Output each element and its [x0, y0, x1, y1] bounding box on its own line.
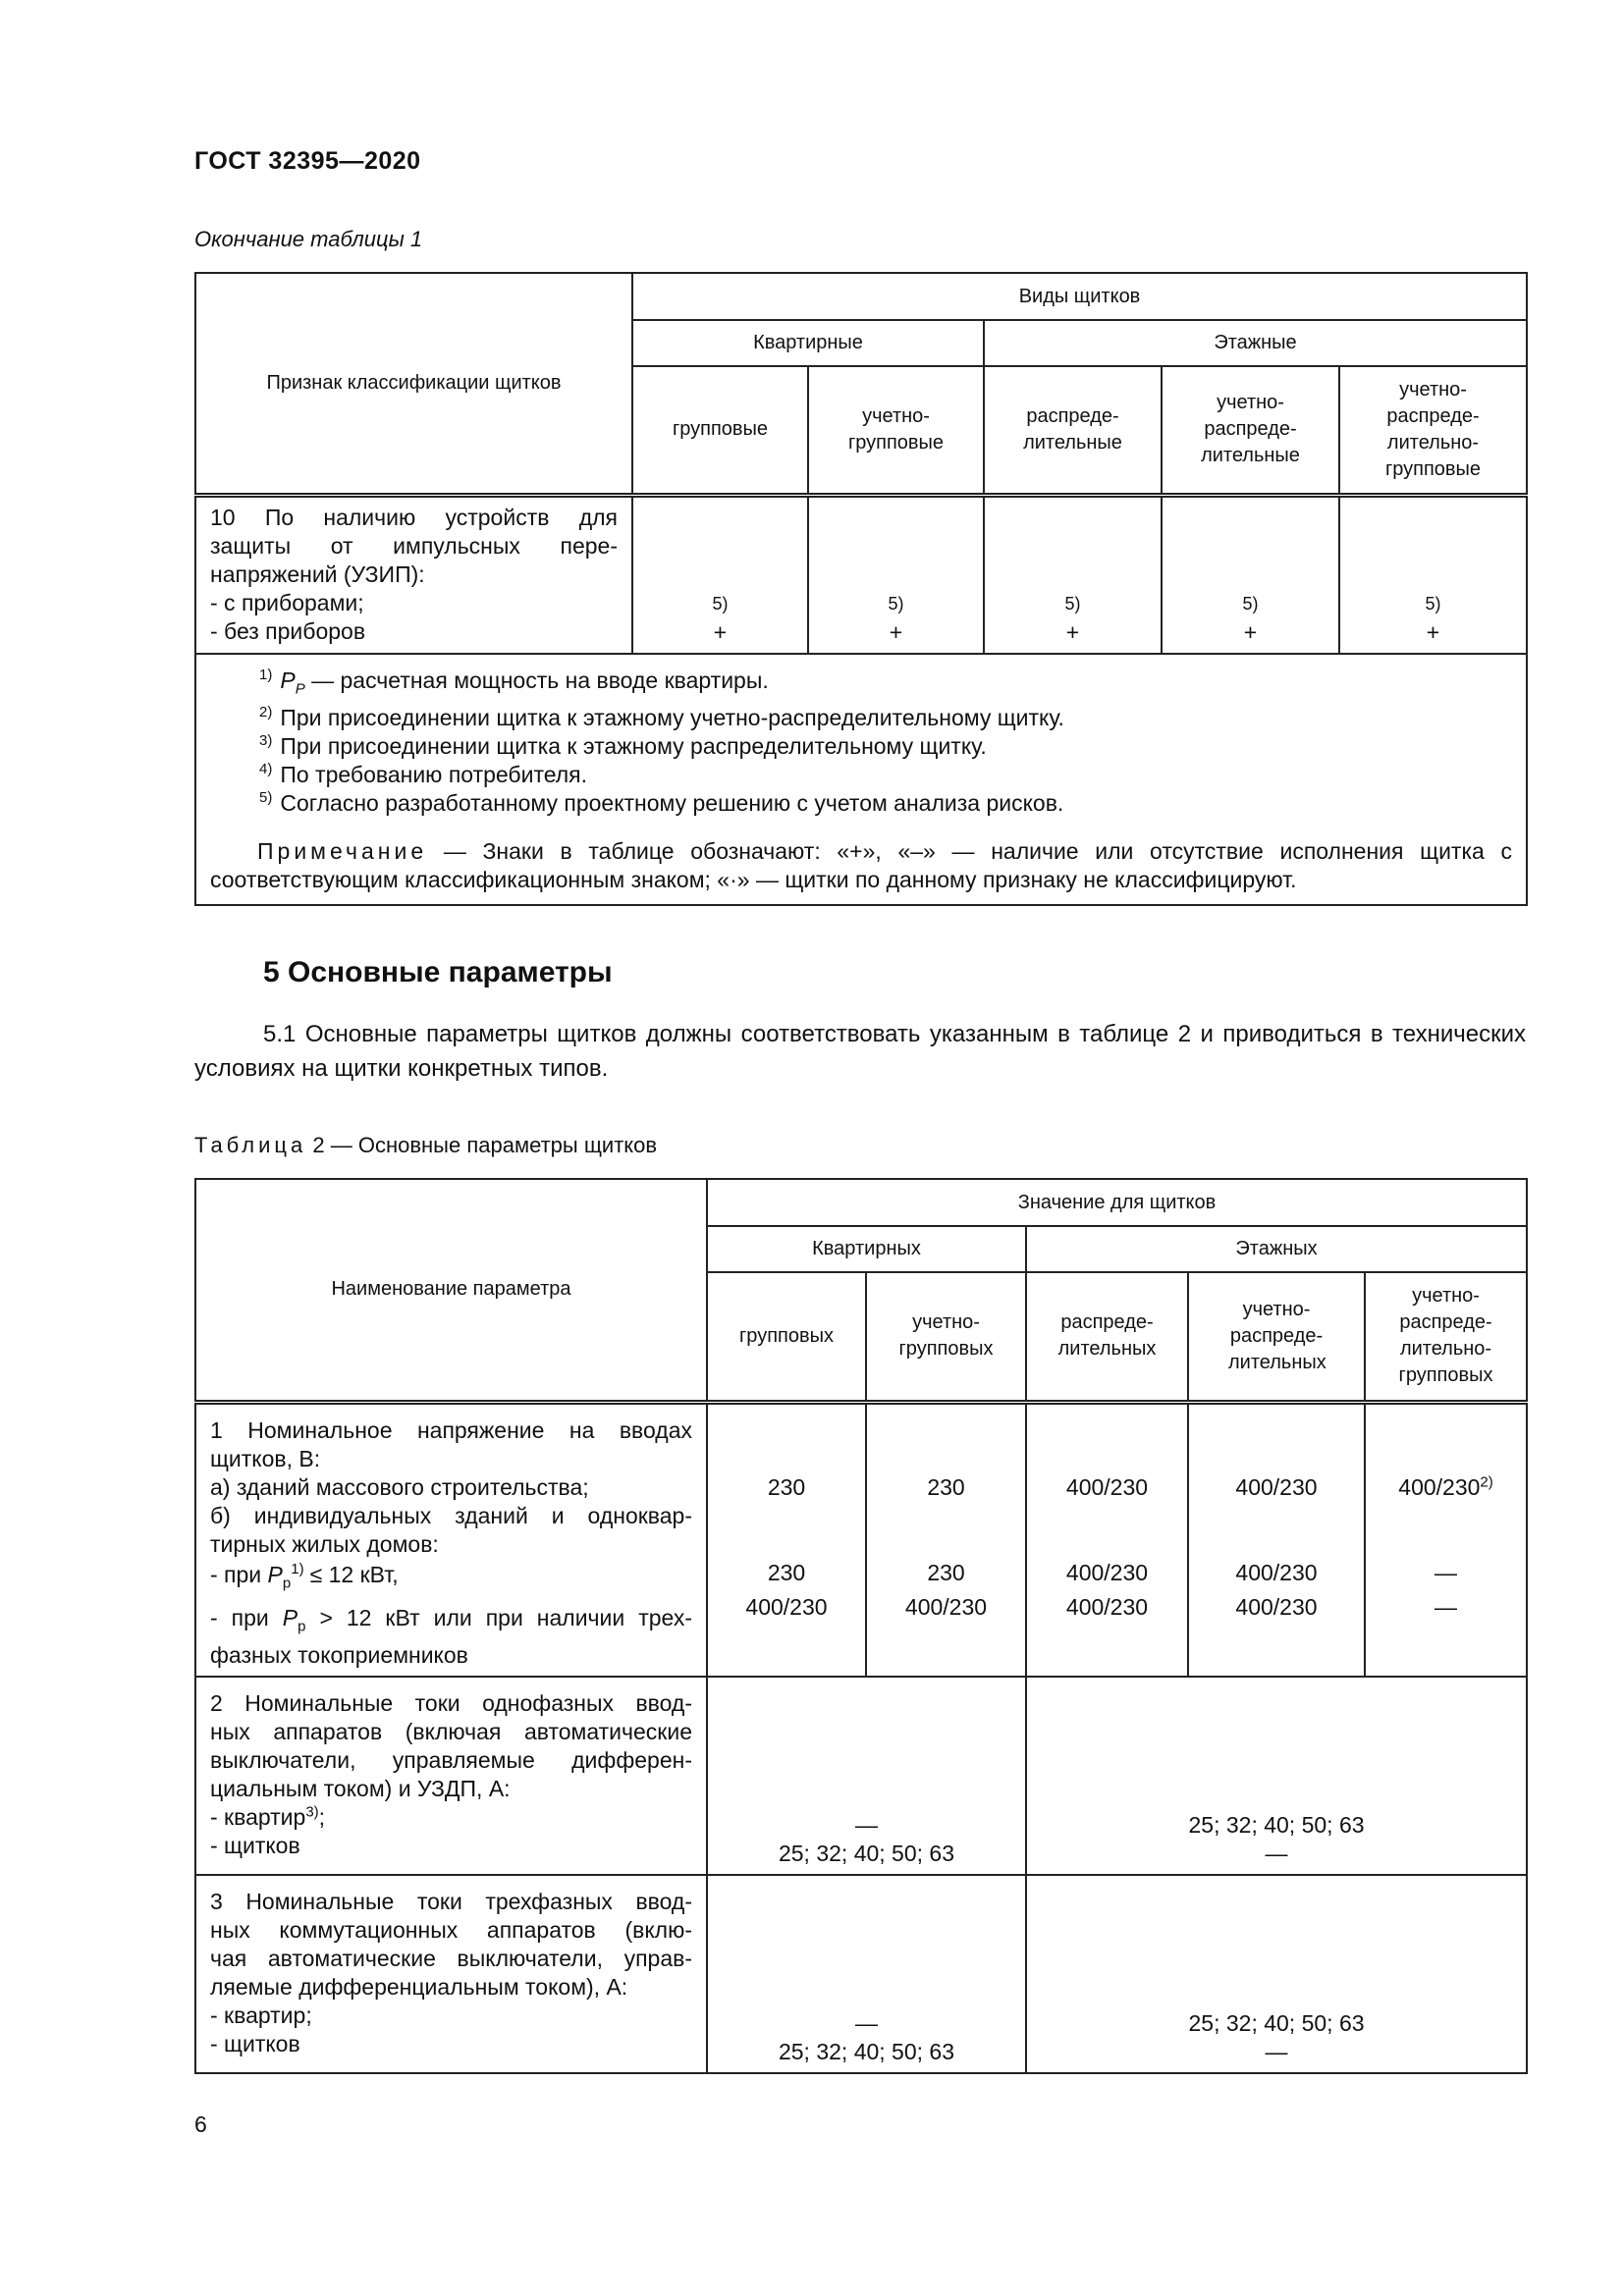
t2-col-distribution: распреде-лительных	[1026, 1272, 1188, 1402]
t2-row1-a-value: 400/230	[1398, 1473, 1481, 1500]
t2-row2-line: 2 Номинальные токи однофазных ввод-	[210, 1689, 692, 1716]
t2-col-group: групповых	[707, 1272, 866, 1402]
t1-row10-line: - без приборов	[210, 617, 366, 644]
t2-row3-apt-b: 25; 32; 40; 50; 63	[778, 2038, 955, 2064]
t2-row1-b1: 400/230	[1065, 1559, 1149, 1585]
t2-row3-line: ляемые дифференциальным током), А:	[210, 1973, 628, 2000]
t1-col-distribution: распреде-лительные	[984, 366, 1162, 495]
footnote-mark: 2)	[259, 703, 273, 721]
t2-col-metering-distribution: учетно-распреде-лительных	[1188, 1272, 1365, 1402]
t2-col-metering-group: учетно-групповых	[866, 1272, 1026, 1402]
t2-row1-a: 400/230	[1065, 1473, 1149, 1500]
t1-without-devices: +	[1065, 619, 1080, 645]
t2-row2-apartments: - квартир	[210, 1803, 306, 1830]
t1-row10-cell	[632, 495, 808, 654]
t1-footnotes	[195, 654, 1527, 905]
t2-row1-a: 230	[927, 1473, 965, 1500]
t2-row2-floor-b: —	[1265, 1840, 1288, 1866]
t1-col-metering-group: учетно-групповые	[808, 366, 984, 495]
t2-row1-line: 1 Номинальное напряжение на вводах	[210, 1416, 692, 1443]
t2-row3-line: чая автоматические выключатели, управ-	[210, 1945, 692, 1971]
t1-apartment-header: Квартирные	[632, 320, 984, 366]
table-2	[194, 1178, 1528, 2074]
footnote	[210, 732, 1512, 761]
t1-row10-cell	[808, 495, 984, 654]
t2-row2-label	[195, 1677, 707, 1875]
t2-row3-floor-a: 25; 32; 40; 50; 63	[1188, 2009, 1365, 2036]
t1-with-devices: 5)	[712, 594, 729, 614]
t2-row3-line: - щитков	[210, 2030, 300, 2056]
t2-row2-line: - квартир$^{3)}$;	[210, 1803, 326, 1830]
t2-row1-label	[195, 1402, 707, 1677]
table-continuation-label: Окончание таблицы 1	[194, 227, 423, 251]
footnote-text: По требованию потребителя.	[280, 761, 588, 787]
t2-row1-a: 230	[767, 1473, 806, 1500]
t1-with-devices: 5)	[888, 594, 904, 614]
t2-row1-b1: 400/230	[1235, 1559, 1318, 1585]
t2-row2-line: ных аппаратов (включая автоматические	[210, 1718, 692, 1744]
t1-col-group: групповые	[632, 366, 808, 495]
footnote-symbol: P	[280, 667, 296, 693]
t2-row2-apt-b: 25; 32; 40; 50; 63	[778, 1840, 955, 1866]
table-1	[194, 272, 1528, 906]
t2-row3-line: 3 Номинальные токи трехфазных ввод-	[210, 1888, 692, 1914]
t2-apartment-header: Квартирных	[707, 1226, 1026, 1272]
standard-header: ГОСТ 32395—2020	[194, 147, 421, 175]
footnote	[210, 667, 1512, 704]
t1-with-devices: 5)	[1064, 594, 1081, 614]
t1-with-devices: 5)	[1242, 594, 1259, 614]
t2-row3-floor-values	[1026, 1875, 1527, 2073]
t2-row1-col-distribution	[1026, 1402, 1188, 1677]
t2-row1-pp-le: - при $P_р^{1)} \le 12$ кВт,	[210, 1560, 399, 1592]
t1-row10-line: 10 По наличию устройств для	[210, 504, 618, 530]
t2-row1-line: а) зданий массового строительства;	[210, 1473, 589, 1500]
page-number: 6	[194, 2111, 207, 2137]
t2-row1-a-sup: 2)	[1480, 1472, 1493, 1490]
note-text: — Знаки в таблице обозначают: «+», «–» — наличие или отсутствие исполнения щитка с соответствующим классификационным знаком; «·» — щитки по данному признаку не классифицируют.	[210, 837, 1512, 892]
t1-row10-line: - с приборами;	[210, 589, 364, 615]
t2-row2-apt-a: —	[855, 1811, 878, 1838]
t2-row3-line: ных коммутационных аппаратов (вклю-	[210, 1916, 692, 1943]
t2-row1-b2: 400/230	[1065, 1593, 1149, 1620]
t2-row1-line: тирных жилых домов:	[210, 1530, 439, 1557]
t1-without-devices: +	[713, 619, 728, 645]
t2-row2-line: выключатели, управляемые дифферен-	[210, 1746, 692, 1773]
footnote	[210, 704, 1512, 732]
footnote-text: При присоединении щитка к этажному учетно-распределительному щитку.	[280, 704, 1064, 730]
t1-col-metering-distribution-group: учетно-распреде-лительно-групповые	[1339, 366, 1527, 495]
t2-row1-col-group	[707, 1402, 866, 1677]
t1-criterion-header: Признак классификации щитков	[195, 273, 632, 495]
t2-value-header: Значение для щитков	[707, 1179, 1527, 1226]
footnote	[210, 761, 1512, 789]
t1-col-metering-distribution: учетно-распреде-лительные	[1162, 366, 1339, 495]
t2-row2-line: - щитков	[210, 1832, 300, 1858]
footnote-mark: 1)	[259, 667, 273, 684]
t2-row1-pp-gt: - при $P_р > 12$ кВт или при наличии трех-	[210, 1605, 693, 1635]
table-2-caption	[194, 1133, 657, 1158]
t1-row10-label	[195, 495, 632, 654]
t1-without-devices: +	[1243, 619, 1258, 645]
caption-text: 2 — Основные параметры щитков	[312, 1133, 658, 1157]
section-title: 5 Основные параметры	[263, 956, 613, 988]
pp-le-text: ≤ 12 кВт,	[309, 1561, 399, 1587]
t2-row2-apartment-values	[707, 1677, 1026, 1875]
t1-row10-line: защиты от импульсных пере-	[210, 532, 618, 559]
footnote-mark: 4)	[259, 760, 273, 777]
t2-row3-apartment-values	[707, 1875, 1026, 2073]
footnote-text: При присоединении щитка к этажному распределительному щитку.	[280, 732, 987, 759]
t2-row1-col-metering-distribution	[1188, 1402, 1365, 1677]
t2-row1-b2: 400/230	[745, 1593, 828, 1620]
t1-row10-line: напряжений (УЗИП):	[210, 561, 425, 587]
t1-row10-cell	[1162, 495, 1339, 654]
pp-prefix: - при	[210, 1605, 283, 1631]
pp-gt-text: > 12 кВт или при наличии трех-	[319, 1605, 693, 1631]
t1-row10-cell	[1339, 495, 1527, 654]
t2-row3-apt-a: —	[855, 2009, 878, 2036]
t2-row1-col-metering-group	[866, 1402, 1026, 1677]
t1-without-devices: +	[1426, 619, 1440, 645]
t2-row1-col-metering-distribution-group	[1365, 1402, 1527, 1677]
t1-note	[210, 837, 1512, 894]
t2-row1-b2: —	[1435, 1593, 1458, 1620]
t2-row1-b1: —	[1435, 1559, 1458, 1585]
footnote-text: Согласно разработанному проектному решению с учетом анализа рисков.	[280, 789, 1064, 816]
t1-floor-header: Этажные	[984, 320, 1527, 366]
t2-row1-b2: 400/230	[904, 1593, 988, 1620]
t2-row2-line: циальным током) и УЗДП, А:	[210, 1775, 511, 1801]
t2-floor-header: Этажных	[1026, 1226, 1527, 1272]
footnote-mark: 5)	[259, 788, 273, 806]
t2-param-header: Наименование параметра	[195, 1179, 707, 1402]
t1-without-devices: +	[889, 619, 903, 645]
t2-row3-floor-b: —	[1265, 2038, 1288, 2064]
section-paragraph: 5.1 Основные параметры щитков должны соответствовать указанным в таблице 2 и приводиться в технических условиях на щитки конкретных типов.	[194, 1021, 1526, 1082]
t1-row10-cell	[984, 495, 1162, 654]
footnote-subscript: P	[295, 680, 305, 698]
t2-row1-a	[1366, 1473, 1526, 1502]
t2-row1-a: 400/230	[1235, 1473, 1318, 1500]
footnote-mark: 3)	[259, 731, 273, 749]
t2-row1-line: фазных токоприемников	[210, 1641, 468, 1668]
t2-row1-line: щитков, В:	[210, 1445, 321, 1471]
pp-prefix: - при	[210, 1561, 268, 1587]
t2-row1-b1: 230	[927, 1559, 965, 1585]
t1-with-devices: 5)	[1425, 594, 1441, 614]
t2-row1-b1: 230	[767, 1559, 806, 1585]
note-label: Примечание	[257, 837, 428, 864]
t2-row1-b2: 400/230	[1235, 1593, 1318, 1620]
t2-row2-floor-a: 25; 32; 40; 50; 63	[1188, 1811, 1365, 1838]
footnote	[210, 789, 1512, 818]
t2-row2-floor-values	[1026, 1677, 1527, 1875]
caption-label: Таблица	[194, 1133, 307, 1157]
t2-row1-line: б) индивидуальных зданий и одноквар-	[210, 1502, 692, 1528]
footnote-text: — расчетная мощность на вводе квартиры.	[304, 667, 769, 693]
t2-row3-label	[195, 1875, 707, 2073]
t2-col-metering-distribution-group: учетно-распреде-лительно-групповых	[1365, 1272, 1527, 1402]
t2-row2-sup: 3)	[305, 1803, 319, 1821]
t1-types-header: Виды щитков	[632, 273, 1527, 320]
t2-row3-line: - квартир;	[210, 2002, 312, 2028]
